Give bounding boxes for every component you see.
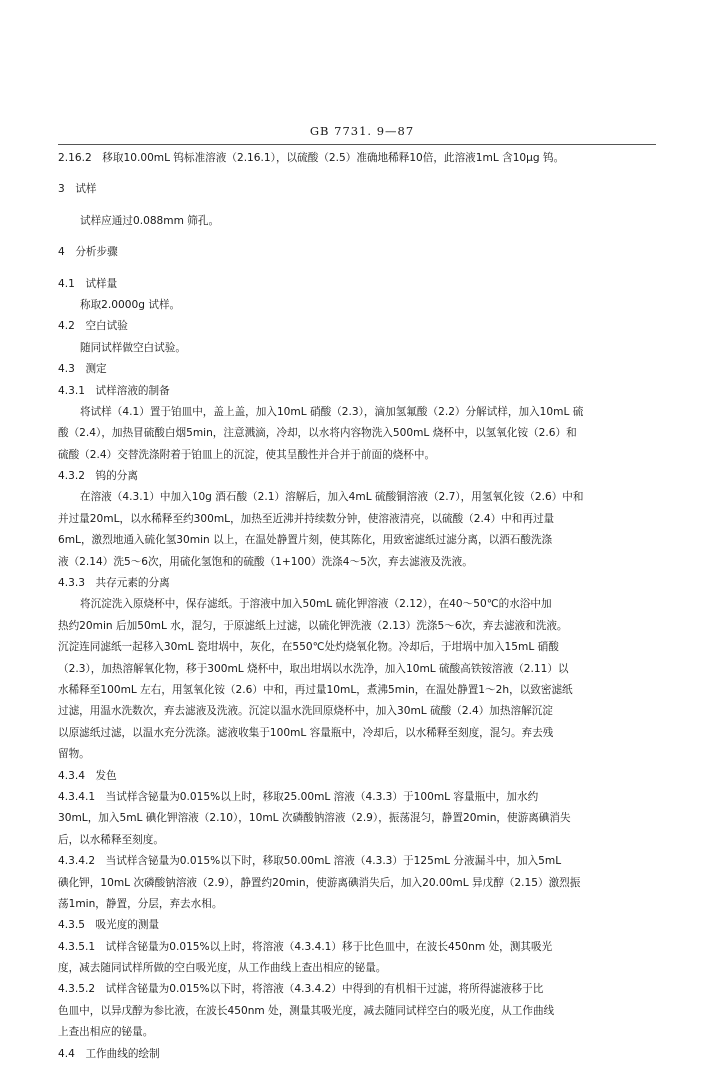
text-line: 4.4 工作曲线的绘制 bbox=[58, 1047, 160, 1060]
text-line: 试样应通过0.088mm 筛孔。 bbox=[80, 214, 220, 227]
text-line: 后，以水稀释至刻度。 bbox=[58, 833, 164, 846]
text-line: 并过量20mL，以水稀释至约300mL，加热至近沸并持续数分钟，使溶液清亮，以硫酸（2.4）中和再过量 bbox=[58, 512, 555, 525]
text-line: 4.3.3 共存元素的分离 bbox=[58, 577, 170, 590]
text-line: 4.3.4.2 当试样含铋量为0.015%以下时，移取50.00mL 溶液（4.3.3）于125mL 分液漏斗中，加入5mL bbox=[58, 855, 562, 868]
text-line: 4.3.4 发色 bbox=[58, 769, 117, 782]
paragraph-gap bbox=[58, 264, 658, 274]
text-line: 硫酸（2.4）交替洗涤附着于铂皿上的沉淀，使其呈酸性并合并于前面的烧杯中。 bbox=[58, 448, 436, 461]
paragraph-gap bbox=[58, 169, 658, 179]
text-line: 度，减去随同试样所做的空白吸光度，从工作曲线上查出相应的铋量。 bbox=[58, 962, 387, 975]
document-body bbox=[58, 148, 658, 1065]
text-line: 热约20min 后加50mL 水，混匀，于原滤纸上过滤，以硫化钾洗液（2.13）洗涤5～6次，弃去滤液和洗液。 bbox=[58, 619, 568, 632]
text-line: 4.3.1 试样溶液的制备 bbox=[58, 384, 170, 397]
text-line: 水稀释至100mL 左右，用氢氧化铵（2.6）中和，再过量10mL，煮沸5min，在温处静置1～2h，以致密滤纸 bbox=[58, 683, 573, 696]
text-line: 4 分析步骤 bbox=[58, 246, 118, 259]
text-line: 6mL，激烈地通入硫化氢30min 以上，在温处静置片刻，使其陈化，用致密滤纸过滤分离，以酒石酸洗涤 bbox=[58, 534, 553, 547]
text-line: 4.3.5.2 试样含铋量为0.015%以下时，将溶液（4.3.4.2）中得到的有机相干过滤，将所得滤液移于比 bbox=[58, 983, 544, 996]
text-line: 碘化钾，10mL 次磷酸钠溶液（2.9），静置约20min，使游离碘消失后，加入20.00mL 异戊醇（2.15）激烈振 bbox=[58, 876, 581, 889]
text-line: 4.1 试样量 bbox=[58, 277, 118, 290]
text-line: 液（2.14）洗5～6次，用硫化氢饱和的硫酸（1+100）洗涤4～5次，弃去滤液及洗液。 bbox=[58, 555, 473, 568]
text-line: 荡1min，静置，分层，弃去水相。 bbox=[58, 897, 223, 910]
text-line: 4.3.2 钨的分离 bbox=[58, 470, 138, 483]
text-line: 4.2 空白试验 bbox=[58, 320, 128, 333]
text-line: 4.3.4.1 当试样含铋量为0.015%以上时，移取25.00mL 溶液（4.3.3）于100mL 容量瓶中，加水约 bbox=[58, 790, 539, 803]
text-line: 4.3.5.1 试样含铋量为0.015%以上时，将溶液（4.3.4.1）移于比色皿中，在波长450nm 处，测其吸光 bbox=[58, 940, 553, 953]
text-line: 色皿中，以异戊醇为参比液，在波长450nm 处，测量其吸光度，减去随同试样空白的吸光度，从工作曲线 bbox=[58, 1004, 555, 1017]
text-line: 2.16.2 移取10.00mL 钨标准溶液（2.16.1），以硫酸（2.5）准确地稀释10倍，此溶液1mL 含10μg 钨。 bbox=[58, 152, 565, 164]
text-line: 上查出相应的铋量。 bbox=[58, 1026, 154, 1039]
text-line: 沉淀连同滤纸一起移入30mL 瓷坩埚中，灰化，在550℃处灼烧氧化物。冷却后，于坩埚中加入15mL 硝酸 bbox=[58, 641, 559, 654]
text-line: 称取2.0000g 试样。 bbox=[80, 298, 181, 311]
text-line: （2.3），加热溶解氧化物，移于300mL 烧杯中，取出坩埚以水洗净，加入10mL 硫酸高铁铵溶液（2.11）以 bbox=[58, 662, 569, 675]
header-rule bbox=[58, 144, 656, 145]
text-line: 将沉淀洗入原烧杯中，保存滤纸。于溶液中加入50mL 硫化钾溶液（2.12），在40～50℃的水浴中加 bbox=[80, 598, 552, 611]
text-line: 随同试样做空白试验。 bbox=[80, 341, 186, 354]
text-line: 留物。 bbox=[58, 748, 90, 761]
text-line: 4.3.5 吸光度的测量 bbox=[58, 919, 160, 932]
paragraph-gap bbox=[58, 232, 658, 242]
text-line: 以原滤纸过滤，以温水充分洗涤。滤液收集于100mL 容量瓶中，冷却后，以水稀释至刻度，混匀。弃去残 bbox=[58, 726, 554, 739]
text-line: 4.3 测定 bbox=[58, 363, 107, 376]
page-header: GB 7731. 9—87 bbox=[309, 124, 415, 138]
text-line: 30mL，加入5mL 碘化钾溶液（2.10），10mL 次磷酸钠溶液（2.9），振荡混匀，静置20min，使游离碘消失 bbox=[58, 812, 571, 825]
text-line: 在溶液（4.3.1）中加入10g 酒石酸（2.1）溶解后，加入4mL 硫酸铜溶液（2.7），用氢氧化铵（2.6）中和 bbox=[80, 491, 584, 504]
paragraph-gap bbox=[58, 201, 658, 211]
text-line: 3 试样 bbox=[58, 183, 97, 196]
text-line: 酸（2.4），加热冒硫酸白烟5min，注意溅滴，冷却，以水将内容物洗入500mL 烧杯中，以氢氧化铵（2.6）和 bbox=[58, 427, 577, 440]
text-line: 过滤，用温水洗数次，弃去滤液及洗液。沉淀以温水洗回原烧杯中，加入30mL 硫酸（2.4）加热溶解沉淀 bbox=[58, 705, 553, 718]
text-line: 将试样（4.1）置于铂皿中，盖上盖，加入10mL 硝酸（2.3），滴加氢氟酸（2.2）分解试样，加入10mL 硫 bbox=[80, 405, 584, 418]
